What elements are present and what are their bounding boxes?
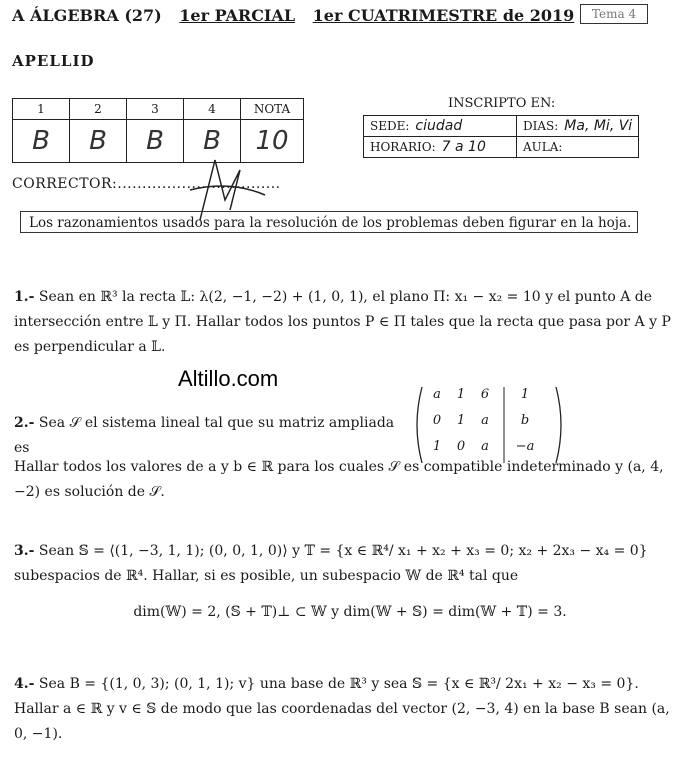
problem-3-text: Sean 𝕊 = ⟨(1, −3, 1, 1); (0, 0, 1, 0)⟩ y 𝕋 = {x ∈ ℝ⁴/ x₁ + x₂ + x₃ = 0; x₂ + 2x₃ − x₄ = 0} subespacios de ℝ⁴. Hallar, si es posible, un subespacio 𝕎 de ℝ⁴ tal que: [14, 543, 648, 584]
problem-2-text-b: Hallar todos los valores de a y b ∈ ℝ para los cuales 𝒮 es compatible indeterminado y (a, 4, −2) es solución de 𝒮.: [14, 459, 664, 500]
matrix-cell: b: [520, 413, 530, 428]
augmented-matrix: [414, 385, 564, 465]
exam-header: [12, 6, 586, 25]
sede-label: SEDE:: [370, 119, 410, 133]
exam-type: 1er PARCIAL: [179, 6, 296, 25]
inscripto-table: [363, 115, 639, 158]
matrix-cell: 1: [456, 387, 466, 402]
matrix-cell: 0: [456, 439, 466, 454]
matrix-cell: 1: [456, 413, 466, 428]
matrix-cell: 1: [432, 439, 442, 454]
aula-label: AULA:: [523, 140, 563, 154]
horario-label: HORARIO:: [370, 140, 436, 154]
grade-col-4: 4: [184, 99, 241, 120]
problem-1-text: Sean en ℝ³ la recta 𝕃: λ(2, −1, −2) + (1, 0, 1), el plano Π: x₁ − x₂ = 10 y el punto A de intersección entre 𝕃 y Π. Hallar todos los puntos P ∈ Π tales que la recta que pasa por A y P es perpendicular a 𝕃.: [14, 289, 671, 355]
problem-4-text: Sea B = {(1, 0, 3); (0, 1, 1); v} una base de ℝ³ y sea 𝕊 = {x ∈ ℝ³/ 2x₁ + x₂ − x₃ = 0}. Hallar a ∈ ℝ y v ∈ 𝕊 de modo que las coordenadas del vector (2, −3, 4) en la base B sean (a, 0, −1).: [14, 676, 670, 742]
problem-4-number: 4.-: [14, 676, 35, 692]
inscripto-title: INSCRIPTO EN:: [448, 96, 556, 111]
watermark-text: Altillo.com: [178, 366, 279, 391]
problem-2-text-a: Sea 𝒮 el sistema lineal tal que su matriz ampliada es: [14, 415, 395, 456]
problem-1-number: 1.-: [14, 289, 35, 305]
horario-value: 7 a 10: [441, 139, 486, 155]
grade-col-3: 3: [127, 99, 184, 120]
grade-col-1: 1: [13, 99, 70, 120]
dias-label: DIAS:: [523, 119, 559, 133]
matrix-cell: a: [433, 387, 441, 402]
matrix-cell: 6: [480, 387, 490, 402]
problem-2-body: [14, 455, 686, 505]
grade-col-nota: NOTA: [241, 99, 304, 120]
grade-col-2: 2: [70, 99, 127, 120]
grade-mark-1: B: [13, 120, 70, 163]
problem-1: [14, 285, 686, 360]
problem-3-formula: dim(𝕎) = 2, (𝕊 + 𝕋)⊥ ⊂ 𝕎 y dim(𝕎 + 𝕊) = dim(𝕎 + 𝕋) = 3.: [133, 604, 567, 620]
grade-mark-2: B: [70, 120, 127, 163]
matrix-cell: a: [481, 413, 489, 428]
instructions-note: Los razonamientos usados para la resolución de los problemas deben figurar en la hoja.: [20, 211, 638, 233]
grade-mark-nota: 10: [241, 120, 304, 163]
matrix-cell: a: [481, 439, 489, 454]
grade-mark-3: B: [127, 120, 184, 163]
corrector-line: CORRECTOR:.................................: [12, 176, 281, 192]
problem-3-number: 3.-: [14, 543, 35, 559]
problem-2-intro: [14, 411, 414, 461]
subject-title: A ÁLGEBRA (27): [12, 6, 162, 25]
sede-value: ciudad: [415, 118, 463, 134]
exam-term: 1er CUATRIMESTRE de 2019: [312, 6, 575, 25]
tema-box: Tema 4: [580, 4, 648, 24]
dias-value: Ma, Mi, Vi: [564, 118, 633, 134]
problem-3: [14, 539, 686, 589]
problem-2-number: 2.-: [14, 415, 35, 431]
apellido-label: APELLID: [12, 52, 95, 70]
matrix-cell: 0: [432, 413, 442, 428]
grade-mark-4: B: [184, 120, 241, 163]
matrix-cell: −a: [515, 439, 535, 454]
problem-4: [14, 672, 686, 747]
matrix-cell: 1: [520, 387, 530, 402]
